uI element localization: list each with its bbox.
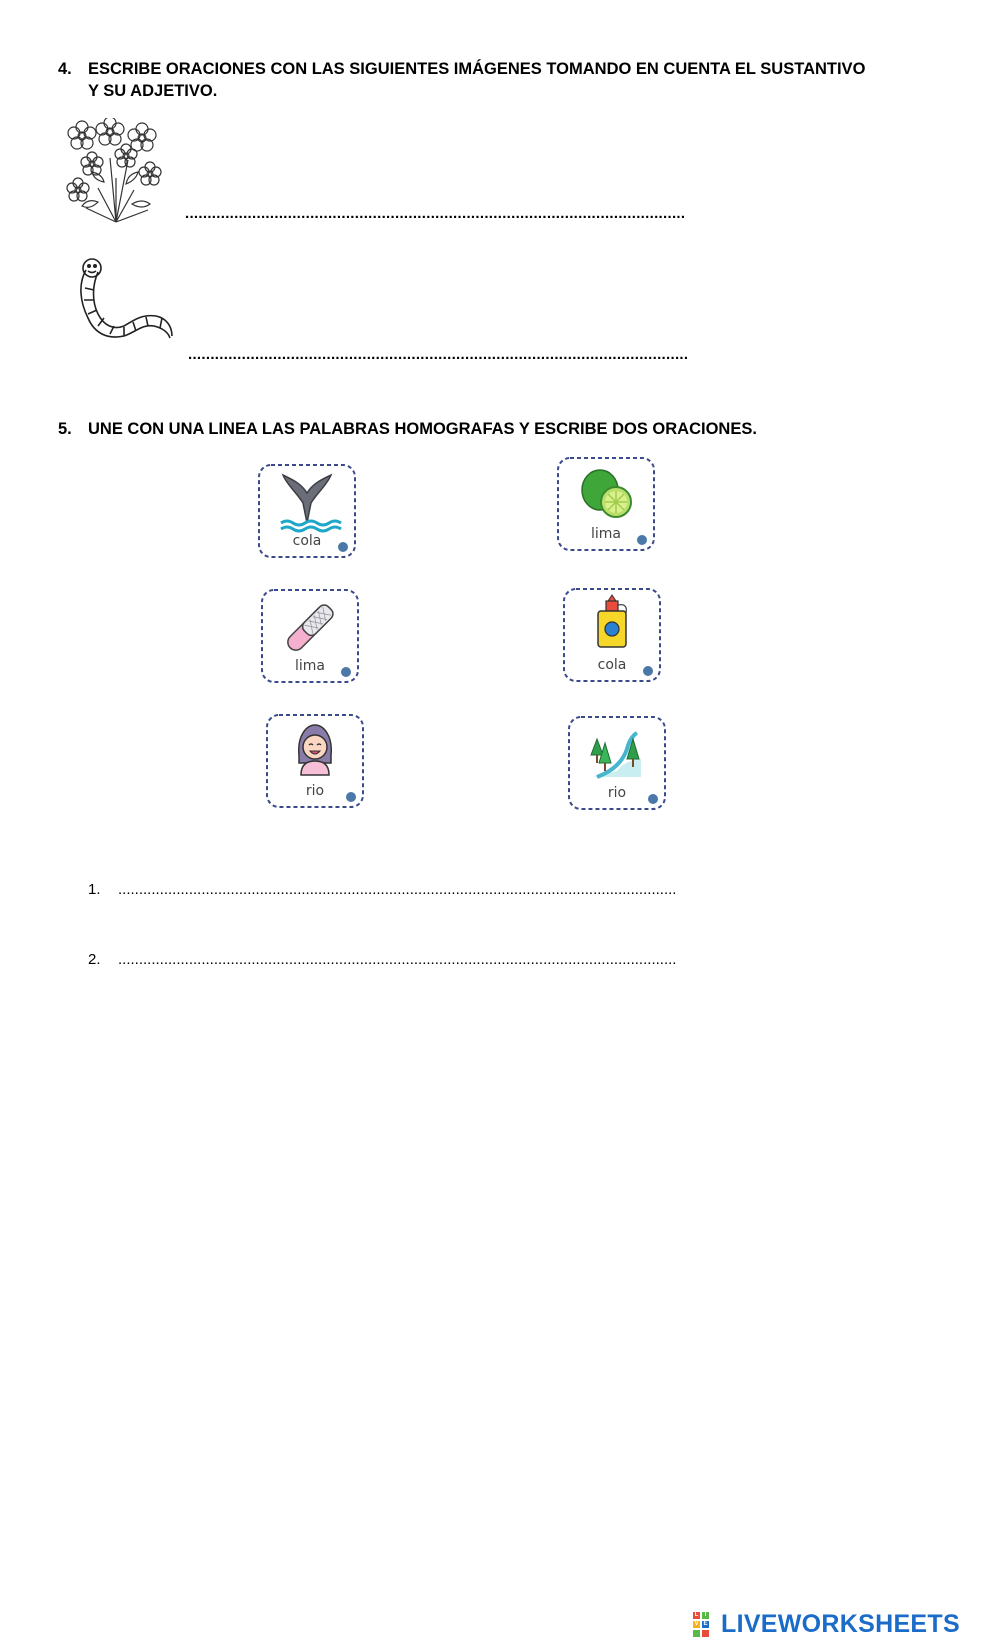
card-cola-glue[interactable] [562,587,662,683]
question-text: UNE CON UNA LINEA LAS PALABRAS HOMOGRAFAS Y ESCRIBE DOS ORACIONES. [88,420,757,438]
sentence-line-2[interactable] [88,951,848,973]
sentence-dots: ...................................................................................................................................... [118,951,677,968]
card-lima-lime[interactable] [556,456,656,552]
card-cola-whale[interactable] [257,463,357,559]
card-label: rio [607,785,627,801]
worm-drawing [76,258,176,346]
logo-square-e: E [703,1621,708,1627]
question-5-heading [58,418,958,440]
logo-square-i: I [702,1612,709,1619]
card-label: cola [292,533,322,549]
card-label: lima [295,658,325,674]
card-label: cola [597,657,627,673]
card-rio-girl[interactable] [265,713,365,809]
card-rio-river[interactable] [567,715,667,811]
question-number: 5. [58,420,72,438]
sentence-number: 1. [88,881,101,898]
card-label: lima [591,526,621,542]
sentence-line-1[interactable] [88,881,848,903]
question-text-line2: Y SU ADJETIVO. [88,82,218,100]
logo-square-x [693,1630,700,1637]
card-label: rio [305,783,325,799]
answer-line-1[interactable]: ................................................................................................................ [185,205,686,222]
logo-square-v: V [694,1621,699,1627]
sentence-dots: ...................................................................................................................................... [118,881,677,898]
answer-line-2[interactable]: ................................................................................................................ [188,346,689,363]
flowers-drawing [62,118,170,226]
logo-square-y [702,1630,709,1637]
question-4-heading [58,58,958,104]
sentence-number: 2. [88,951,101,968]
card-lima-nailfile[interactable] [260,588,360,684]
logo-wordmark: LIVEWORKSHEETS [721,1610,960,1638]
logo-square-l: L [694,1612,699,1618]
question-number: 4. [58,60,72,78]
laughing-girl-icon [299,725,332,775]
question-text-line1: ESCRIBE ORACIONES CON LAS SIGUIENTES IMÁGENES TOMANDO EN CUENTA EL SUSTANTIVO [88,60,866,78]
